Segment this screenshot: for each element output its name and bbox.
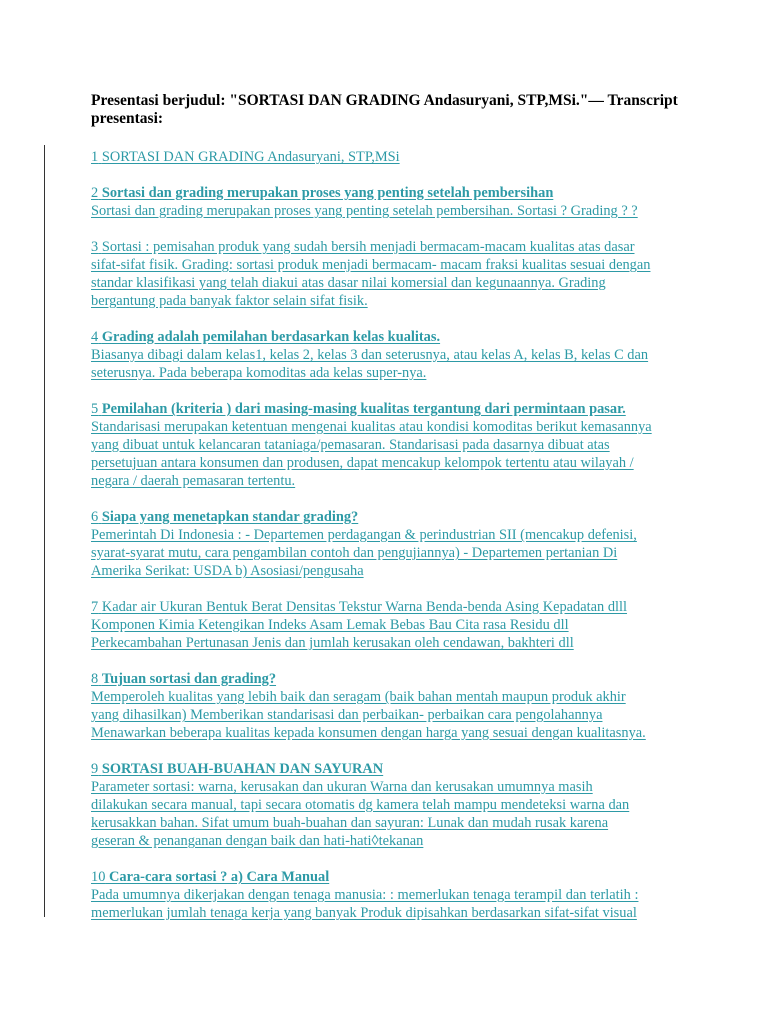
slide-body-line: sifat-sifat fisik. Grading: sortasi produk menjadi bermacam- macam fraksi kualitas sesuai dengan <box>91 257 651 273</box>
slide-entry[interactable] <box>91 598 691 652</box>
slide-body-line: Sortasi dan grading merupakan proses yang penting setelah pembersihan. Sortasi ? Grading ? ? <box>91 203 638 219</box>
slide-entry[interactable] <box>91 400 691 490</box>
slide-body-line: Sortasi : pemisahan produk yang sudah bersih menjadi bermacam-macam kualitas atas dasar <box>101 239 635 255</box>
slide-body-line: SORTASI DAN GRADING Andasuryani, STP,MSi <box>101 149 400 165</box>
left-margin-rule <box>44 145 45 917</box>
slide-link[interactable] <box>91 598 691 652</box>
slide-body-line: Menawarkan beberapa kualitas kepada konsumen dengan harga yang sesuai dengan kualitasnya. <box>91 725 646 741</box>
slide-title: Pemilahan (kriteria ) dari masing-masing kualitas tergantung dari permintaan pasar. <box>101 401 626 417</box>
slide-entry[interactable] <box>91 508 691 580</box>
slide-body-line: Kadar air Ukuran Bentuk Berat Densitas Tekstur Warna Benda-benda Asing Kepadatan dlll <box>101 599 628 615</box>
slide-entry[interactable] <box>91 868 691 922</box>
slide-body-line: Pemerintah Di Indonesia : - Departemen perdagangan & perindustrian SII (mencakup defenisi, <box>91 527 637 543</box>
slide-number: 5 <box>91 401 99 417</box>
heading-line-1: Presentasi berjudul: "SORTASI DAN GRADING Andasuryani, STP,MSi."— Transcript <box>91 92 678 109</box>
slide-body-line: memerlukan jumlah tenaga kerja yang banyak Produk dipisahkan berdasarkan sifat-sifat visual <box>91 905 637 921</box>
slide-body-line: Komponen Kimia Ketengikan Indeks Asam Lemak Bebas Bau Cita rasa Residu dll <box>91 617 569 633</box>
slide-number: 9 <box>91 761 99 777</box>
slide-title: Cara-cara sortasi ? a) Cara Manual <box>109 869 330 885</box>
slide-link[interactable] <box>91 184 691 220</box>
slide-body-line: negara / daerah pemasaran tertentu. <box>91 473 296 489</box>
slide-title: Siapa yang menetapkan standar grading? <box>101 509 359 525</box>
slide-entry[interactable] <box>91 760 691 850</box>
slide-body-line: standar klasifikasi yang telah diakui atas dasar nilai komersial dan kegunaannya. Grading <box>91 275 606 291</box>
slide-number: 7 <box>91 599 99 615</box>
document-heading <box>91 92 691 128</box>
slide-link[interactable] <box>91 400 691 490</box>
slide-number: 1 <box>91 149 99 165</box>
slide-body-line: kerusakkan bahan. Sifat umum buah-buahan dan sayuran: Lunak dan mudah rusak karena <box>91 815 609 831</box>
slide-body-line: Standarisasi merupakan ketentuan mengenai kualitas atau kondisi komoditas berikut kemasannya <box>91 419 652 435</box>
slide-link[interactable] <box>91 238 691 310</box>
slide-entry[interactable] <box>91 328 691 382</box>
slide-body-line: Perkecambahan Pertunasan Jenis dan jumlah kerusakan oleh cendawan, bakhteri dll <box>91 635 574 651</box>
slide-title: SORTASI BUAH-BUAHAN DAN SAYURAN <box>101 761 384 777</box>
slide-number: 3 <box>91 239 99 255</box>
slide-body-line: persetujuan antara konsumen dan produsen, dapat mencakup kelompok tertentu atau wilayah / <box>91 455 634 471</box>
slide-number: 4 <box>91 329 99 345</box>
slide-link[interactable] <box>91 508 691 580</box>
slide-body-line: Biasanya dibagi dalam kelas1, kelas 2, kelas 3 dan seterusnya, atau kelas A, kelas B, kelas C dan <box>91 347 649 363</box>
slide-link[interactable] <box>91 148 691 166</box>
slide-body-line: Parameter sortasi: warna, kerusakan dan ukuran Warna dan kerusakan umumnya masih <box>91 779 593 795</box>
slide-link[interactable] <box>91 760 691 850</box>
slide-body-line: geseran & penanganan dengan baik dan hati-hati◊tekanan <box>91 833 424 849</box>
slide-link[interactable] <box>91 670 691 742</box>
slide-body-line: bergantung pada banyak faktor selain sifat fisik. <box>91 293 368 309</box>
slide-link[interactable] <box>91 328 691 382</box>
slide-body-line: yang dihasilkan) Memberikan standarisasi dan perbaikan- perbaikan cara pengolahannya <box>91 707 603 723</box>
slide-body-line: dilakukan secara manual, tapi secara otomatis dg kamera telah mampu mendeteksi warna dan <box>91 797 630 813</box>
slide-number: 2 <box>91 185 99 201</box>
slide-link[interactable] <box>91 868 691 922</box>
slide-body-line: yang dibuat untuk kelancaran tataniaga/pemasaran. Standarisasi pada dasarnya dibuat atas <box>91 437 610 453</box>
heading-line-2: presentasi: <box>91 110 164 127</box>
slide-body-line: Amerika Serikat: USDA b) Asosiasi/pengusaha <box>91 563 364 579</box>
slide-body-line: Memperoleh kualitas yang lebih baik dan seragam (baik bahan mentah maupun produk akhir <box>91 689 626 705</box>
slide-body-line: syarat-syarat mutu, cara pengambilan contoh dan pengujiannya) - Departemen pertanian Di <box>91 545 618 561</box>
slide-entry[interactable] <box>91 238 691 310</box>
slide-number: 10 <box>91 869 106 885</box>
slide-body-line: seterusnya. Pada beberapa komoditas ada kelas super-nya. <box>91 365 427 381</box>
slide-number: 8 <box>91 671 99 687</box>
slide-title: Grading adalah pemilahan berdasarkan kelas kualitas. <box>101 329 441 345</box>
slide-title: Sortasi dan grading merupakan proses yang penting setelah pembersihan <box>101 185 554 201</box>
slide-number: 6 <box>91 509 99 525</box>
slide-entry[interactable] <box>91 670 691 742</box>
slide-entry[interactable] <box>91 184 691 220</box>
slide-entry[interactable] <box>91 148 691 166</box>
transcript-slide-list <box>91 148 691 940</box>
slide-body-line: Pada umumnya dikerjakan dengan tenaga manusia: : memerlukan tenaga terampil dan terlatih : <box>91 887 639 903</box>
slide-title: Tujuan sortasi dan grading? <box>101 671 277 687</box>
